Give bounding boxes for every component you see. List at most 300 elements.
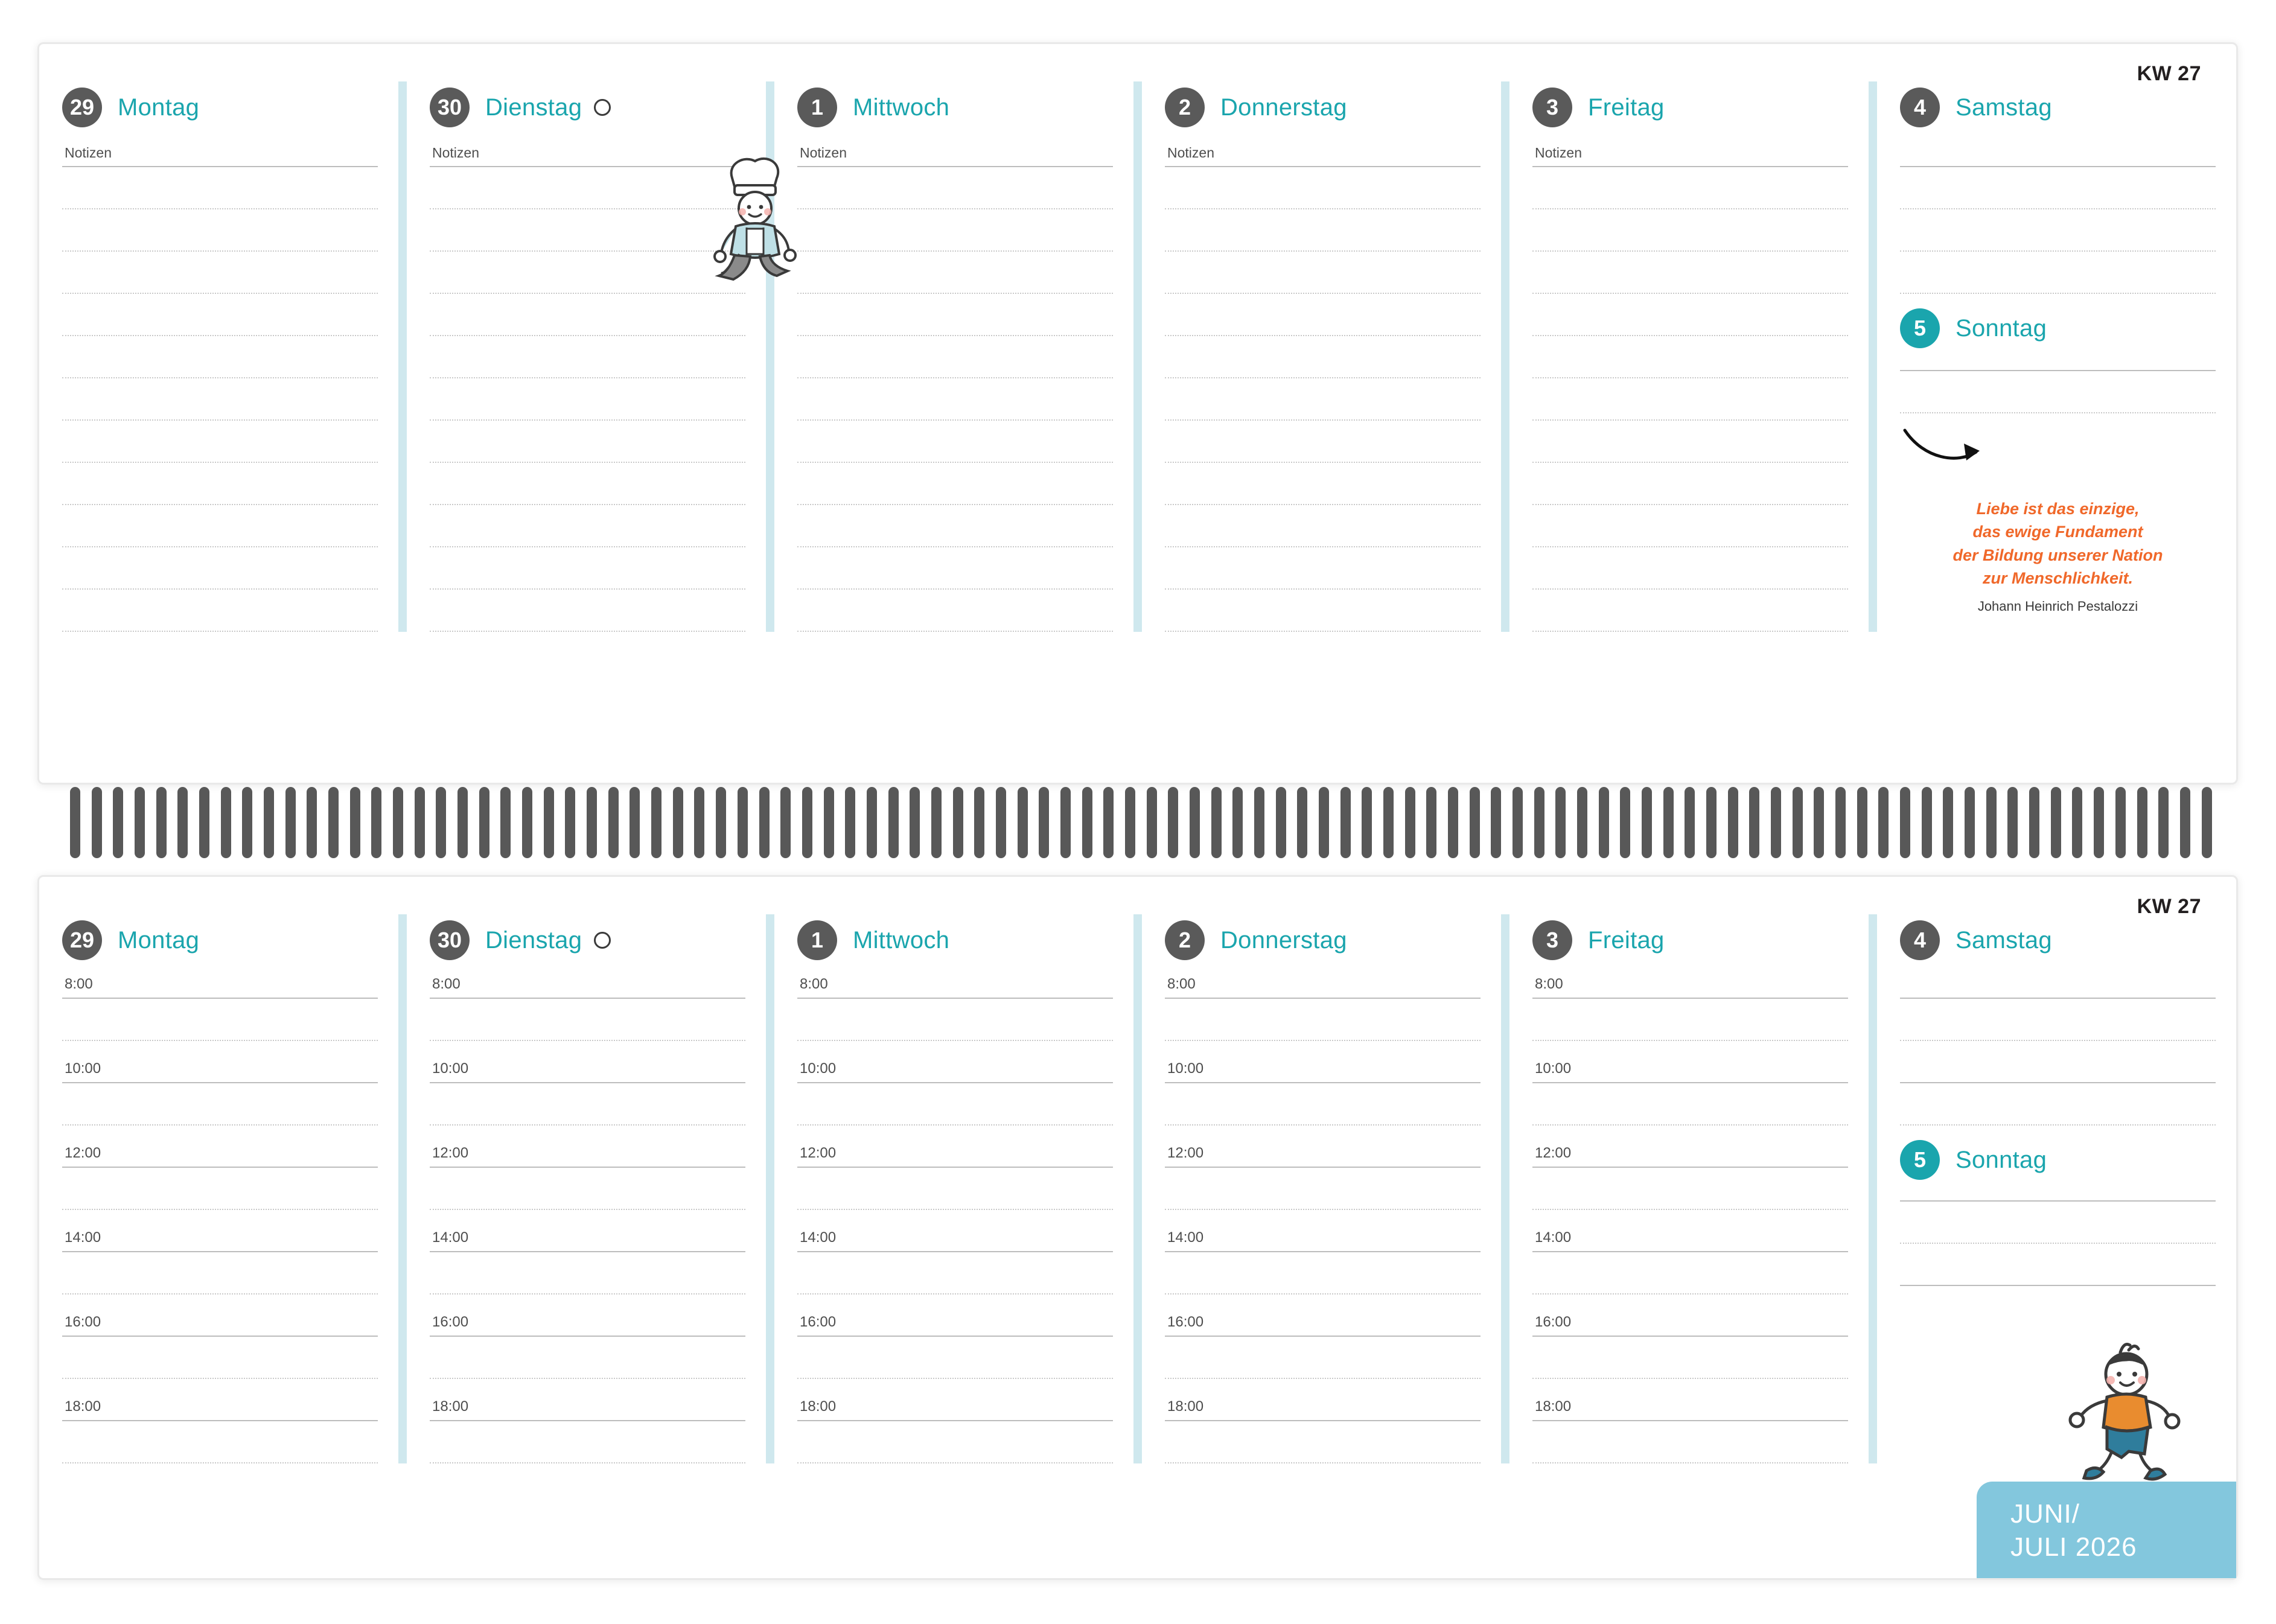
spiral-coil [1878,787,1889,858]
month-tab-line-1: JUNI/ [2010,1499,2080,1529]
hour-label: 10:00 [1535,1060,1572,1077]
quote-author: Johann Heinrich Pestalozzi [1977,599,2138,614]
spiral-coil [92,787,102,858]
spiral-coil [1620,787,1630,858]
note-line[interactable] [1165,421,1481,463]
note-line[interactable] [62,252,378,294]
spiral-coil [285,787,296,858]
spiral-coil [2094,787,2104,858]
hour-label: 14:00 [65,1229,101,1246]
day-header-donnerstag [1165,81,1481,133]
day-header-dienstag [430,81,745,133]
spiral-coil [716,787,726,858]
spiral-coil [1814,787,1824,858]
schedule-line[interactable] [1165,1083,1481,1126]
hour-label: 16:00 [1167,1314,1204,1330]
hour-label: 14:00 [800,1229,837,1246]
spiral-coil [1728,787,1738,858]
hour-label: 14:00 [1167,1229,1204,1246]
note-line[interactable] [62,336,378,378]
notes-area-donnerstag[interactable] [1165,133,1481,632]
schedule-area-sonntag[interactable] [1900,1186,2216,1286]
note-line[interactable] [1532,590,1848,632]
schedule-column-donnerstag [1133,914,1501,1463]
hour-label: 8:00 [1535,976,1563,992]
schedule-line[interactable] [797,1168,1113,1210]
note-line[interactable] [1165,590,1481,632]
spiral-coil [565,787,575,858]
day-name-donnerstag: Donnerstag [1220,94,1347,121]
note-line[interactable] [1165,336,1481,378]
hour-label: 14:00 [1535,1229,1572,1246]
schedule-line[interactable] [1532,1252,1848,1294]
spiral-coil [371,787,381,858]
planner-bottom-page [37,875,2238,1580]
spiral-coil [1319,787,1329,858]
quote-line-2: das ewige Fundament [1972,523,2143,541]
day-number-montag: 29 [62,88,102,127]
note-line[interactable] [797,463,1113,505]
note-line[interactable] [1532,547,1848,590]
spiral-coil [630,787,640,858]
day-header-montag-schedule [62,914,378,966]
schedule-line[interactable] [430,1421,745,1463]
spiral-coil [199,787,209,858]
spiral-coil [953,787,963,858]
spiral-coil [888,787,899,858]
spiral-coil [974,787,984,858]
hour-label: 8:00 [432,976,461,992]
spiral-coil [1383,787,1394,858]
spiral-coil [1297,787,1307,858]
spiral-coil [2158,787,2169,858]
spiral-coil [759,787,770,858]
notes-label-freitag: Notizen [1535,145,1582,161]
new-moon-icon [594,932,611,949]
spiral-coil [1857,787,1867,858]
spiral-coil [1060,787,1071,858]
schedule-line[interactable] [430,999,745,1041]
day-header-mittwoch-schedule [797,914,1113,966]
day-header-dienstag-schedule [430,914,745,966]
spiral-coil [1340,787,1351,858]
note-line[interactable] [62,209,378,252]
note-line[interactable] [797,252,1113,294]
spiral-coil [328,787,339,858]
schedule-line[interactable] [430,1337,745,1379]
day-number-mittwoch: 1 [797,88,837,127]
spiral-coil [867,787,877,858]
note-line[interactable] [62,505,378,547]
hour-label: 16:00 [432,1314,469,1330]
schedule-line[interactable] [62,1421,378,1463]
note-line[interactable] [62,167,378,209]
schedule-column-dienstag [398,914,766,1463]
day-column-samstag-sonntag [1869,81,2236,632]
note-line[interactable] [62,378,378,421]
month-tab-line-2: JULI 2026 [2010,1532,2137,1562]
spiral-binding [52,777,2231,868]
schedule-line[interactable] [430,1252,745,1294]
spiral-coil [2051,787,2061,858]
schedule-line[interactable] [1900,1083,2216,1126]
schedule-line[interactable] [797,1083,1113,1126]
schedule-column-mittwoch [766,914,1133,1463]
note-line[interactable] [1165,547,1481,590]
spiral-coil [264,787,274,858]
note-line[interactable] [797,590,1113,632]
spiral-coil [544,787,554,858]
note-line[interactable] [1532,378,1848,421]
spiral-coil [1039,787,1049,858]
day-number-samstag: 4 [1900,88,1940,127]
note-line[interactable] [797,421,1113,463]
note-line[interactable] [62,421,378,463]
note-line[interactable] [1165,294,1481,336]
spiral-coil [1771,787,1781,858]
note-line[interactable] [797,378,1113,421]
spiral-coil [415,787,425,858]
note-line[interactable] [430,463,745,505]
schedule-line[interactable] [1532,1337,1848,1379]
schedule-line[interactable] [62,1083,378,1126]
day-name-sonntag-schedule: Sonntag [1956,1146,2047,1173]
schedule-line[interactable] [62,1337,378,1379]
day-name-freitag: Freitag [1588,94,1665,121]
day-name-mittwoch-schedule: Mittwoch [853,926,950,954]
spiral-coil [824,787,834,858]
schedule-line[interactable] [1900,999,2216,1041]
day-column-montag [39,81,398,632]
spiral-coil [587,787,597,858]
spiral-coil [1986,787,1997,858]
note-line[interactable] [62,294,378,336]
day-column-mittwoch [766,81,1133,632]
spiral-coil [70,787,80,858]
hour-label: 10:00 [432,1060,469,1077]
note-line[interactable] [797,505,1113,547]
schedule-line[interactable] [1165,1252,1481,1294]
spiral-coil [1577,787,1587,858]
notes-area-mittwoch[interactable] [797,133,1113,632]
hour-label: 18:00 [432,1398,469,1415]
schedule-line[interactable] [797,1252,1113,1294]
spiral-coil [651,787,661,858]
day-name-freitag-schedule: Freitag [1588,926,1665,954]
day-header-sonntag [1900,302,2216,354]
day-number-montag-schedule: 29 [62,920,102,960]
day-name-dienstag-schedule: Dienstag [485,926,582,954]
note-line[interactable] [430,421,745,463]
week-number-top: KW 27 [2137,62,2201,85]
day-column-donnerstag [1133,81,1501,632]
schedule-line[interactable] [62,1168,378,1210]
top-day-columns [39,81,2236,632]
quote-block [1900,497,2216,616]
spiral-coil [242,787,252,858]
spiral-coil [1211,787,1222,858]
hour-label: 10:00 [1167,1060,1204,1077]
hour-label: 12:00 [65,1145,101,1161]
day-name-mittwoch: Mittwoch [853,94,950,121]
hour-label: 14:00 [432,1229,469,1246]
schedule-line[interactable] [1900,1041,2216,1083]
note-line[interactable] [430,378,745,421]
day-name-samstag-schedule: Samstag [1956,926,2052,954]
spiral-coil [694,787,704,858]
spiral-coil [1749,787,1759,858]
schedule-area-dienstag[interactable] [430,966,745,1463]
note-line[interactable] [62,590,378,632]
hour-label: 18:00 [800,1398,837,1415]
schedule-line[interactable] [430,1168,745,1210]
note-line[interactable] [1165,209,1481,252]
spiral-coil [2202,787,2212,858]
day-header-sonntag-schedule [1900,1134,2216,1186]
note-line[interactable] [797,336,1113,378]
day-number-freitag: 3 [1532,88,1572,127]
note-line[interactable] [1165,252,1481,294]
schedule-column-freitag [1501,914,1869,1463]
spiral-coil [1232,787,1243,858]
schedule-line[interactable] [430,1083,745,1126]
hour-label: 12:00 [800,1145,837,1161]
day-header-mittwoch [797,81,1113,133]
day-header-freitag-schedule [1532,914,1848,966]
day-name-samstag: Samstag [1956,94,2052,121]
note-line[interactable] [1532,167,1848,209]
schedule-line[interactable] [1165,999,1481,1041]
schedule-line[interactable] [797,1337,1113,1379]
spiral-coil [457,787,468,858]
day-header-freitag [1532,81,1848,133]
schedule-line[interactable] [797,999,1113,1041]
spiral-coil [802,787,812,858]
note-line[interactable] [1900,252,2216,294]
day-number-donnerstag-schedule: 2 [1165,920,1205,960]
spiral-coil [1793,787,1803,858]
note-line[interactable] [1900,371,2216,413]
day-number-dienstag-schedule: 30 [430,920,470,960]
day-name-montag: Montag [118,94,200,121]
note-line[interactable] [1532,421,1848,463]
note-line[interactable] [1532,505,1848,547]
note-line[interactable] [1532,209,1848,252]
hour-label: 8:00 [1167,976,1196,992]
note-line[interactable] [430,505,745,547]
note-line[interactable] [1900,167,2216,209]
schedule-line[interactable] [1532,1168,1848,1210]
spiral-coil [1491,787,1501,858]
hour-label: 18:00 [65,1398,101,1415]
spiral-coil [780,787,791,858]
note-line[interactable] [797,547,1113,590]
spiral-coil [1965,787,1975,858]
schedule-line[interactable] [1900,1244,2216,1286]
day-name-montag-schedule: Montag [118,926,200,954]
week-number-bottom: KW 27 [2137,895,2201,918]
spiral-coil [2072,787,2082,858]
note-line[interactable] [430,547,745,590]
day-header-samstag-schedule [1900,914,2216,966]
note-line[interactable] [1165,463,1481,505]
month-tab [1977,1482,2236,1578]
day-number-mittwoch-schedule: 1 [797,920,837,960]
spiral-coil [931,787,942,858]
day-column-freitag [1501,81,1869,632]
note-line[interactable] [1532,294,1848,336]
note-line[interactable] [62,463,378,505]
schedule-line[interactable] [1532,999,1848,1041]
hour-label: 16:00 [1535,1314,1572,1330]
quote-line-4: zur Menschlichkeit. [1982,568,2134,587]
spiral-coil [1082,787,1092,858]
spiral-coil [845,787,855,858]
notes-area-samstag[interactable] [1900,133,2216,294]
schedule-line[interactable] [1900,1202,2216,1244]
bottom-day-columns [39,914,2236,1463]
spiral-coil [1642,787,1652,858]
spiral-coil [738,787,748,858]
spiral-coil [1276,787,1286,858]
spiral-coil [2137,787,2147,858]
quote-line-1: Liebe ist das einzige, [1976,500,2140,518]
schedule-line[interactable] [797,1421,1113,1463]
schedule-line[interactable] [62,1252,378,1294]
hour-label: 16:00 [65,1314,101,1330]
spiral-coil [221,787,231,858]
spiral-coil [1663,787,1674,858]
spiral-coil [479,787,489,858]
spiral-coil [1125,787,1135,858]
spiral-coil [2115,787,2126,858]
spiral-coil [1900,787,1910,858]
spiral-coil [113,787,123,858]
day-name-sonntag: Sonntag [1956,314,2047,342]
hour-label: 8:00 [65,976,93,992]
note-line[interactable] [1532,463,1848,505]
spiral-coil [2007,787,2018,858]
spiral-coil [1470,787,1480,858]
spiral-coil [177,787,188,858]
day-name-dienstag: Dienstag [485,94,582,121]
spiral-coil [608,787,619,858]
spiral-coil [1922,787,1932,858]
spiral-coil [1706,787,1717,858]
spiral-coil [1168,787,1178,858]
note-line[interactable] [1165,505,1481,547]
note-line[interactable] [797,167,1113,209]
spiral-coil [1362,787,1372,858]
note-line[interactable] [430,294,745,336]
hour-label: 12:00 [1535,1145,1572,1161]
hour-label: 18:00 [1167,1398,1204,1415]
spiral-coil [1685,787,1695,858]
spiral-coil [1190,787,1200,858]
spiral-coil [1835,787,1846,858]
note-line[interactable] [1532,252,1848,294]
schedule-line[interactable] [1532,1083,1848,1126]
schedule-line[interactable] [1165,1421,1481,1463]
schedule-area-donnerstag[interactable] [1165,966,1481,1463]
notes-label-dienstag: Notizen [432,145,479,161]
note-line[interactable] [430,336,745,378]
note-line[interactable] [1165,378,1481,421]
hour-label: 10:00 [800,1060,837,1077]
hour-label: 18:00 [1535,1398,1572,1415]
spiral-coil [522,787,532,858]
day-name-donnerstag-schedule: Donnerstag [1220,926,1347,954]
schedule-area-freitag[interactable] [1532,966,1848,1463]
spiral-coil [1943,787,1953,858]
spiral-coil [1555,787,1566,858]
hour-label: 12:00 [432,1145,469,1161]
spiral-coil [910,787,920,858]
schedule-area-samstag[interactable] [1900,966,2216,1126]
day-number-dienstag: 30 [430,88,470,127]
note-line[interactable] [62,547,378,590]
spiral-coil [673,787,683,858]
spiral-coil [1599,787,1609,858]
baker-boy-illustration [697,153,812,291]
spiral-coil [2180,787,2190,858]
spiral-coil [1405,787,1415,858]
spiral-coil [1254,787,1264,858]
schedule-line[interactable] [62,999,378,1041]
schedule-area-mittwoch[interactable] [797,966,1113,1463]
note-line[interactable] [797,209,1113,252]
note-line[interactable] [1900,209,2216,252]
spiral-coil [1534,787,1544,858]
hour-label: 16:00 [800,1314,837,1330]
schedule-line[interactable] [1532,1421,1848,1463]
hour-label: 10:00 [65,1060,101,1077]
planner-top-page [37,42,2238,785]
day-number-donnerstag: 2 [1165,88,1205,127]
day-number-samstag-schedule: 4 [1900,920,1940,960]
notes-area-freitag[interactable] [1532,133,1848,632]
hour-label: 12:00 [1167,1145,1204,1161]
note-line[interactable] [1532,336,1848,378]
schedule-line[interactable] [1165,1337,1481,1379]
spiral-coil [156,787,167,858]
curved-arrow-icon [1900,419,1991,474]
day-number-freitag-schedule: 3 [1532,920,1572,960]
spiral-coil [500,787,511,858]
note-line[interactable] [1165,167,1481,209]
spiral-coil [135,787,145,858]
schedule-area-montag[interactable] [62,966,378,1463]
running-kid-illustration [2049,1337,2188,1488]
spiral-coil [1426,787,1436,858]
spiral-coil [350,787,360,858]
schedule-column-montag [39,914,398,1463]
spiral-coil [307,787,317,858]
schedule-line[interactable] [1165,1168,1481,1210]
day-number-sonntag: 5 [1900,308,1940,348]
hour-label: 8:00 [800,976,828,992]
spiral-coil [2029,787,2039,858]
spiral-coil [1103,787,1114,858]
note-line[interactable] [430,590,745,632]
quote-line-3: der Bildung unserer Nation [1952,546,2163,564]
note-line[interactable] [797,294,1113,336]
notes-label-donnerstag: Notizen [1167,145,1214,161]
notes-area-sonntag[interactable] [1900,354,2216,413]
notes-area-montag[interactable] [62,133,378,632]
notes-label-montag: Notizen [65,145,112,161]
day-header-samstag [1900,81,2216,133]
